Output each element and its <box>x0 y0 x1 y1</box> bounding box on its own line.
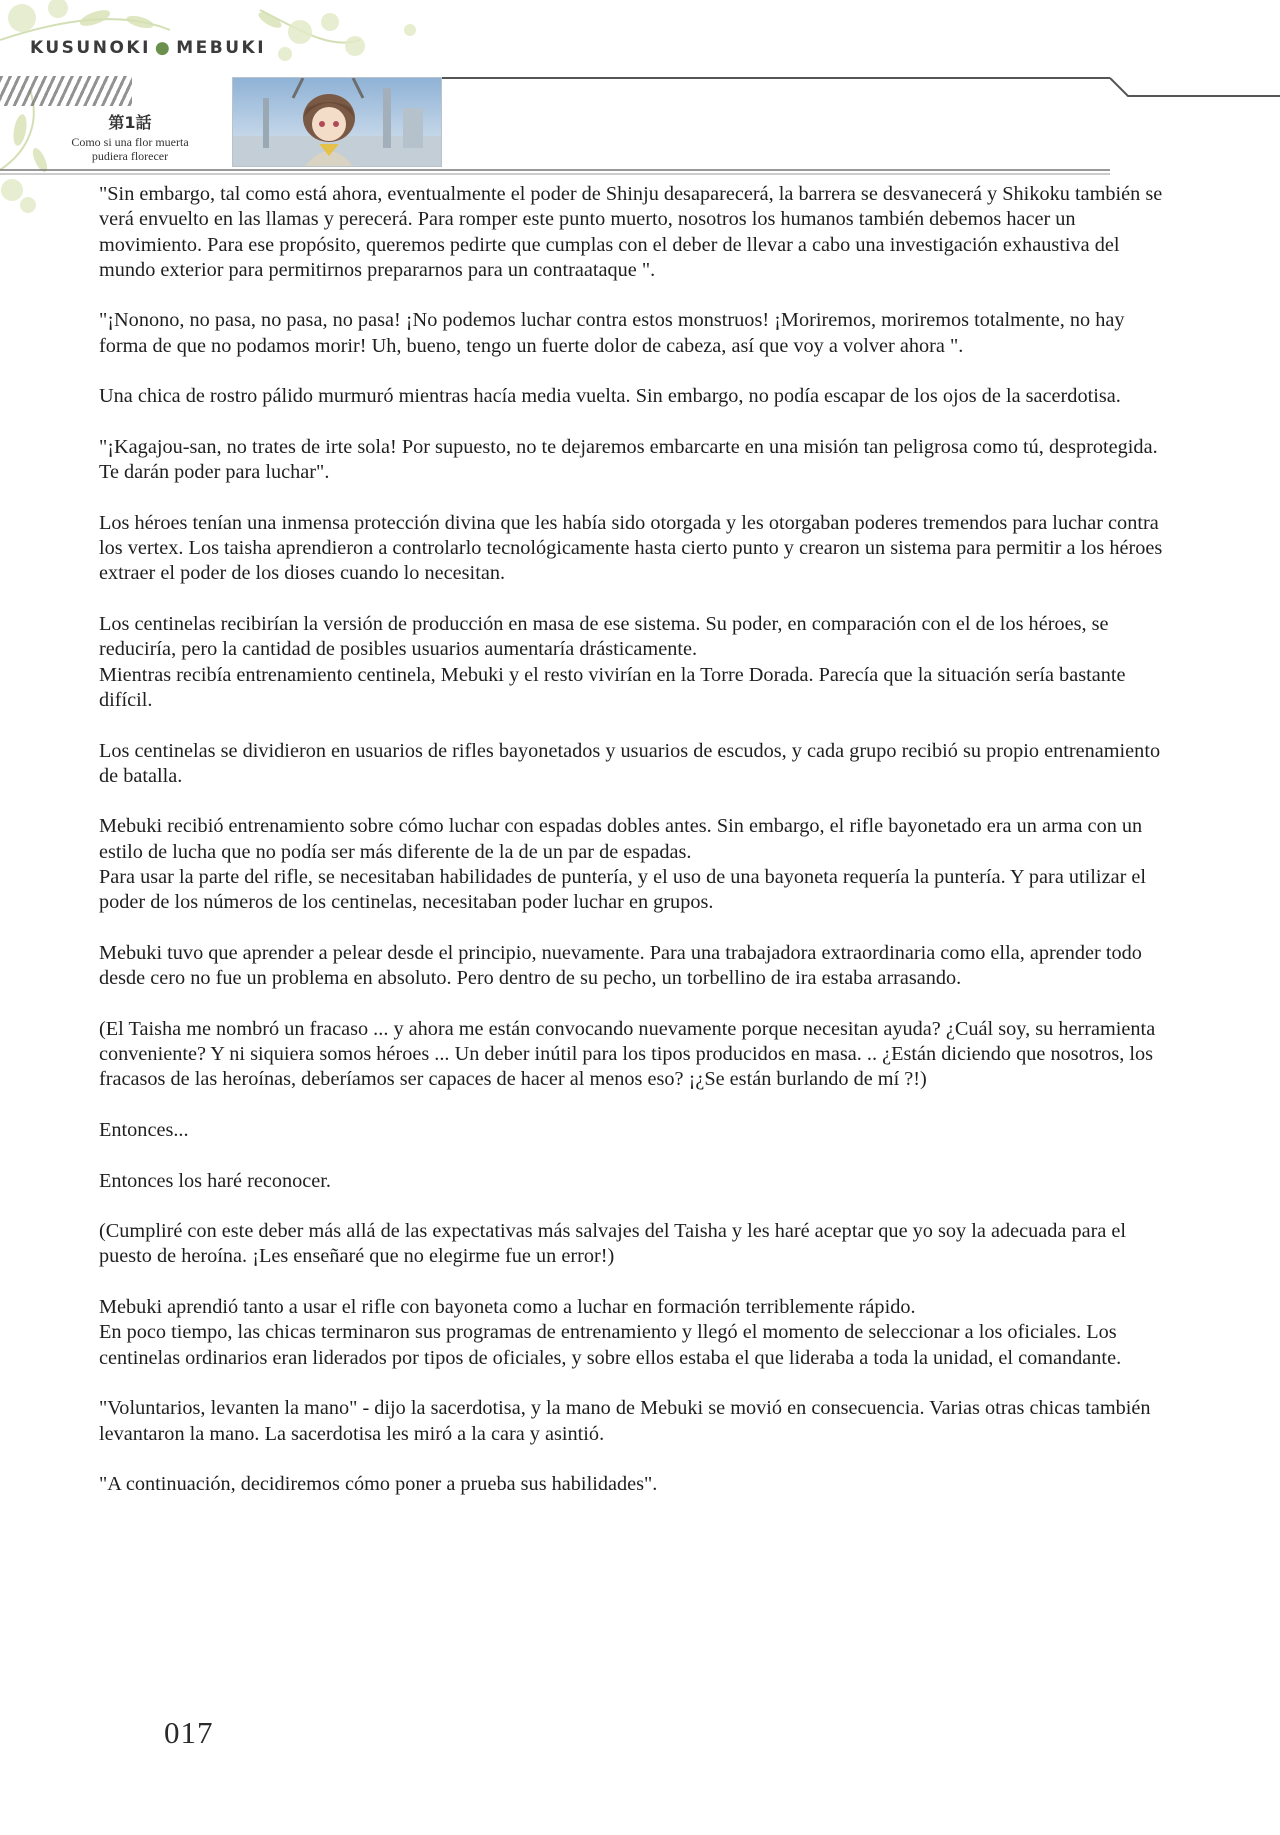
series-title-last: MEBUKI <box>176 38 267 58</box>
body-text <box>99 182 1169 1523</box>
dot-icon: ● <box>154 38 173 58</box>
paragraph: "Sin embargo, tal como está ahora, eventualmente el poder de Shinju desaparecerá, la barrera se desvanecerá y Shikoku también se verá envuelto en las llamas y perecerá. Para romper este punto muerto, nosotros los humanos también debemos hacer un movimiento. Para ese propósito, queremos pedirte que cumplas con el deber de llevar a cabo una investigación exhaustiva del mundo exterior para permitirnos prepararnos para un contraataque ". <box>99 183 1163 281</box>
paragraph: Mebuki aprendió tanto a usar el rifle con bayoneta como a luchar en formación terriblemente rápido. En poco tiempo, las chicas terminaron sus programas de entrenamiento y llegó el momento de seleccionar a los oficiales. Los centinelas ordinarios eran liderados por tipos de oficiales, y sobre ellos estaba el que lideraba a toda la unidad, el comandante. <box>99 1296 1122 1369</box>
paragraph: Entonces los haré reconocer. <box>99 1169 332 1192</box>
paragraph: Mebuki tuvo que aprender a pelear desde el principio, nuevamente. Para una trabajadora extraordinaria como ella, aprender todo desde cero no fue un problema en absoluto. Pero dentro de su pecho, un torbellino de ira estaba arrasando. <box>99 941 1142 990</box>
series-title-first: KUSUNOKI <box>30 38 151 58</box>
paragraph: "Voluntarios, levanten la mano" - dijo la sacerdotisa, y la mano de Mebuki se movió en consecuencia. Varias otras chicas también levantaron la mano. La sacerdotisa les miró a la cara y asintió. <box>99 1397 1151 1445</box>
paragraph: (El Taisha me nombró un fracaso ... y ahora me están convocando nuevamente porque necesitan ayuda? ¿Cuál soy, su herramienta conveniente? Y ni siquiera somos héroes ... Un deber inútil para los tipos producidos en masa. .. ¿Están diciendo que nosotros, los fracasos de las heroínas, deberíamos ser capaces de hacer al menos eso? ¡¿Se están burlando de mí ?!) <box>99 1017 1156 1091</box>
series-title <box>30 38 266 58</box>
paragraph: (Cumpliré con este deber más allá de las expectativas más salvajes del Taisha y les haré aceptar que yo soy la adecuada para el puesto de heroína. ¡Les enseñaré que no elegirme fue un error!) <box>99 1220 1127 1268</box>
paragraph: Entonces... <box>99 1118 189 1141</box>
paragraph: Mebuki recibió entrenamiento sobre cómo luchar con espadas dobles antes. Sin embargo, el rifle bayonetado era un arma con un estilo de lucha que no podía ser más diferente de la de un par de espadas. Para usar la parte del rifle, se necesitaban habilidades de puntería, y el uso de una bayoneta requería la puntería. Y para utilizar el poder de los números de los centinelas, necesitaban poder luchar en grupos. <box>99 815 1147 914</box>
paragraph: Los héroes tenían una inmensa protección divina que les había sido otorgada y les otorgaban poderes tremendos para luchar contra los vertex. Los taisha aprendieron a controlarlo tecnológicamente hasta cierto punto y crearon un sistema para permitir a los héroes extraer el poder de los dioses cuando lo necesitan. <box>99 511 1163 585</box>
chapter-number: 第1話 <box>108 113 152 132</box>
paragraph: Los centinelas recibirían la versión de producción en masa de ese sistema. Su poder, en comparación con el de los héroes, se reduciría, pero la cantidad de posibles usuarios aumentaría drásticamente. Mientras recibía entrenamiento centinela, Mebuki y el resto vivirían en la Torre Dorada. Parecía que la situación sería bastante difícil. <box>99 613 1126 711</box>
chapter-title-line-1: Como si una flor muerta <box>71 135 189 149</box>
hatch-decoration <box>0 76 132 106</box>
paragraph: "¡Kagajou-san, no trates de irte sola! Por supuesto, no te dejaremos embarcarte en una misión tan peligrosa como tú, desprotegida. Te darán poder para luchar". <box>99 435 1158 484</box>
chapter-heading <box>44 110 216 163</box>
paragraph: Los centinelas se dividieron en usuarios de rifles bayonetados y usuarios de escudos, y cada grupo recibió su propio entrenamiento de batalla. <box>99 739 1161 787</box>
paragraph: "A continuación, decidiremos cómo poner a prueba sus habilidades". <box>99 1473 658 1496</box>
page-number: 017 <box>164 1715 214 1750</box>
chapter-title <box>44 135 216 163</box>
header-illustration <box>232 77 442 167</box>
chapter-title-line-2: pudiera florecer <box>91 149 169 163</box>
paragraph: "¡Nonono, no pasa, no pasa, no pasa! ¡No podemos luchar contra estos monstruos! ¡Moriremos, moriremos totalmente, no hay forma de que no podamos morir! Uh, bueno, tengo un fuerte dolor de cabeza, así que voy a volver ahora ". <box>99 309 1125 357</box>
paragraph: Una chica de rostro pálido murmuró mientras hacía media vuelta. Sin embargo, no podía escapar de los ojos de la sacerdotisa. <box>99 385 1121 408</box>
